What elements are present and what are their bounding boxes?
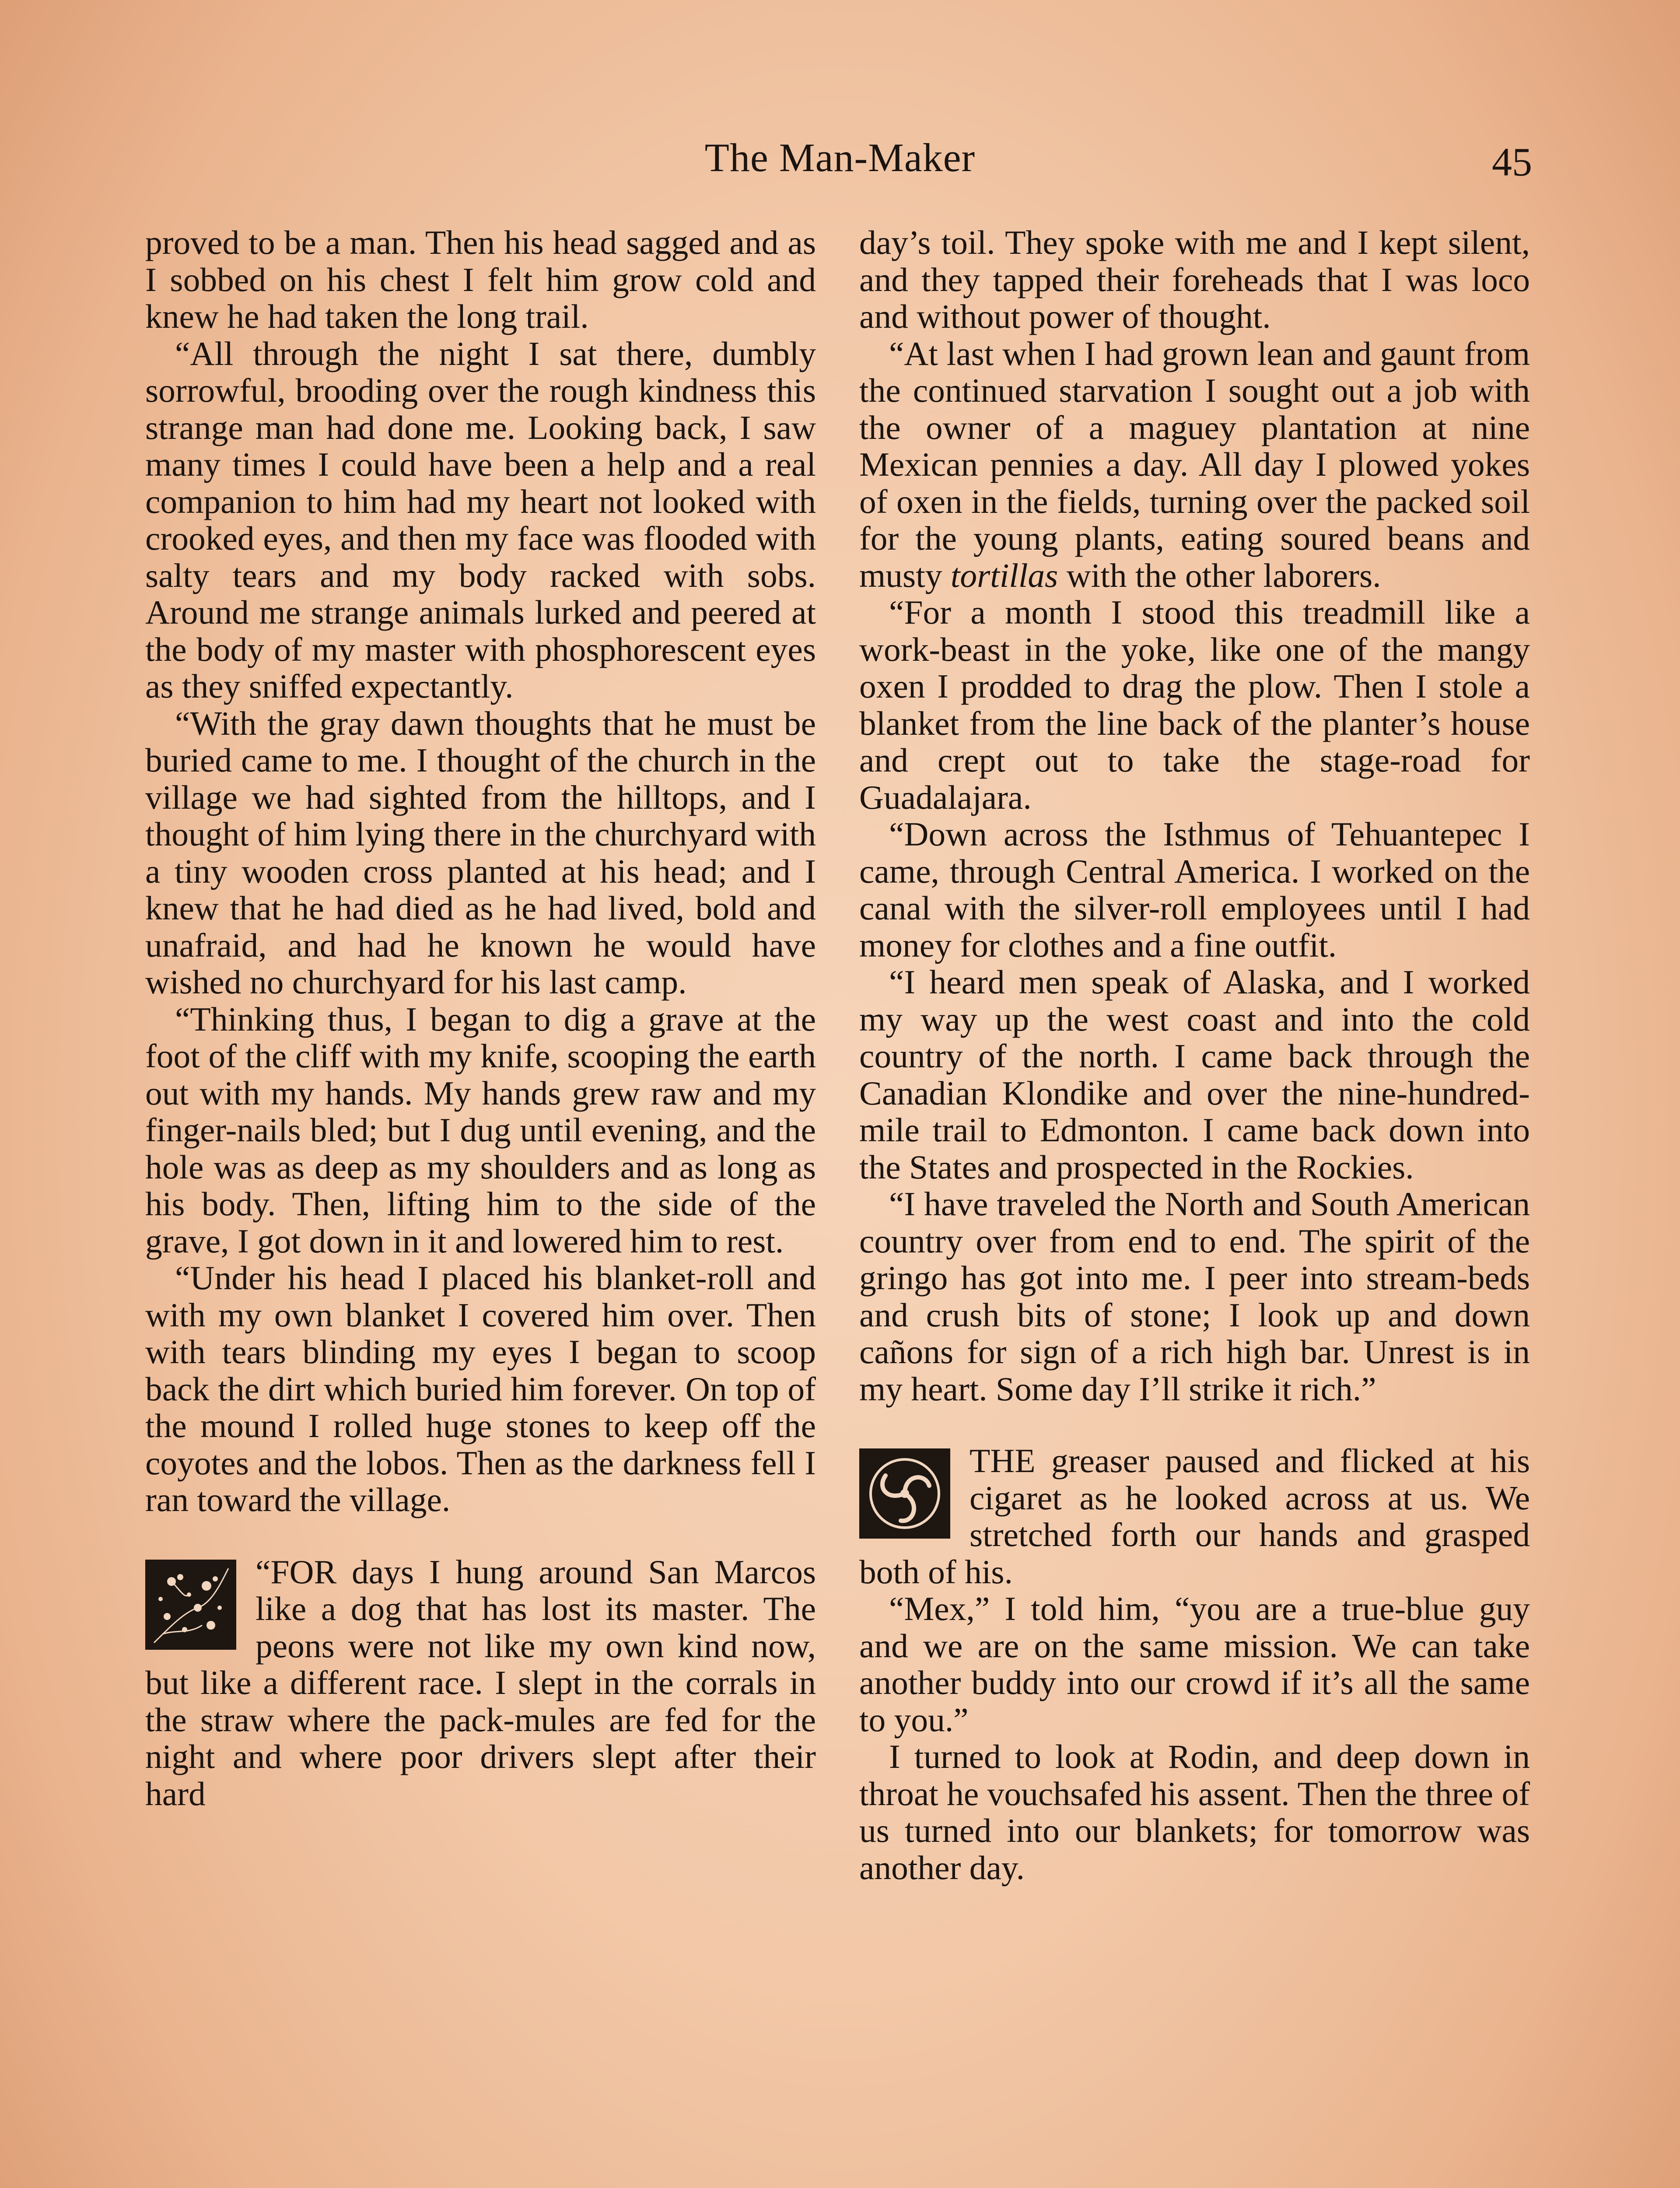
paragraph: THE greaser paused and flicked at his cigaret as he looked across at us. We stretched forth our hands and grasped both of his.	[859, 1442, 1530, 1591]
paragraph	[859, 335, 1530, 594]
paragraph: “All through the night I sat there, dumbly sorrowful, brooding over the rough kindness this strange man had done me. Looking back, I saw many times I could have been a help and a real companion to him had my heart not looked with crooked eyes, and then my face was flooded with salty tears and my body racked with sobs. Around me strange animals lurked and peered at the body of my master with phosphorescent eyes as they sniffed expectantly.	[145, 334, 816, 705]
page-number: 45	[1492, 140, 1532, 184]
floral-block-ornament-icon	[145, 1560, 236, 1650]
paragraph: I turned to look at Rodin, and deep down in throat he vouchsafed his assent. Then the three of us turned into our blankets; for tomorrow was another day.	[859, 1738, 1530, 1886]
running-title: The Man-Maker	[704, 135, 976, 180]
paragraph: “For a month I stood this treadmill like a work-beast in the yoke, like one of the mangy oxen I prodded to drag the plow. Then I stole a blanket from the line back of the planter’s house and crept out to take the stage-road for Guadalajara.	[859, 593, 1530, 816]
paragraph: “I have traveled the North and South American country over from end to end. The spirit of the gringo has got into me. I peer into stream-beds and crush bits of stone; I look up and down cañons for sign of a rich high bar. Unrest is in my heart. Some day I’ll strike it rich.”	[859, 1185, 1530, 1408]
paragraph-text: “At last when I had grown lean and gaunt from the continued starvation I sought out a job with the owner of a maguey plantation at nine Mexican pennies a day. All day I plowed yokes of oxen in the fields, turning over the packed soil for the young plants, eating soured beans and musty	[859, 334, 1530, 594]
paragraph: “Mex,” I told him, “you are a true-blue guy and we are on the same mission. We can take another buddy into our crowd if it’s all the same to you.”	[859, 1590, 1530, 1739]
section-break	[859, 1442, 1530, 1590]
left-column	[145, 224, 816, 1812]
paragraph: “Down across the Isthmus of Tehuantepec I came, through Central America. I worked on the canal with the silver-roll employees until I had money for clothes and a fine outfit.	[859, 815, 1530, 964]
paragraph-text: with the other laborers.	[1058, 556, 1381, 594]
paragraph: “FOR days I hung around San Marcos like a dog that has lost its master. The peons were not like my own kind now, but like a different race. I slept in the corrals in the straw where the pack-mules are fed for the night and where poor drivers slept after their hard	[145, 1553, 816, 1813]
italic-word: tortillas	[950, 556, 1058, 594]
paragraph: “With the gray dawn thoughts that he must be buried came to me. I thought of the church in the village we had sighted from the hilltops, and I thought of him lying there in the churchyard with a tiny wooden cross planted at his head; and I knew that he had died as he had lived, bold and unafraid, and had he known he would have wished no churchyard for his last camp.	[145, 704, 816, 1001]
right-column	[859, 224, 1530, 1886]
paragraph: day’s toil. They spoke with me and I kept silent, and they tapped their foreheads that I was loco and without power of thought.	[859, 224, 1530, 335]
paragraph: proved to be a man. Then his head sagged and as I sobbed on his chest I felt him grow cold and knew he had taken the long trail.	[145, 224, 816, 335]
paragraph: “Thinking thus, I began to dig a grave at the foot of the cliff with my knife, scooping the earth out with my hands. My hands grew raw and my finger-nails bled; but I dug until evening, and the hole was as deep as my shoulders and as long as his body. Then, lifting him to the side of the grave, I got down in it and lowered him to rest.	[145, 1000, 816, 1260]
paragraph: “Under his head I placed his blanket-roll and with my own blanket I covered him over. Then with tears blinding my eyes I began to scoop back the dirt which buried him forever. On top of the mound I rolled huge stones to keep off the coyotes and the lobos. Then as the darkness fell I ran toward the village.	[145, 1259, 816, 1518]
paragraph: “I heard men speak of Alaska, and I worked my way up the west coast and into the cold country of the north. I came back through the Canadian Klondike and over the nine-hundred-mile trail to Edmonton. I came back down into the States and prospected in the Rockies.	[859, 963, 1530, 1186]
page-header	[0, 131, 1680, 184]
swirl-block-ornament-icon	[859, 1448, 950, 1539]
section-break	[145, 1553, 816, 1813]
